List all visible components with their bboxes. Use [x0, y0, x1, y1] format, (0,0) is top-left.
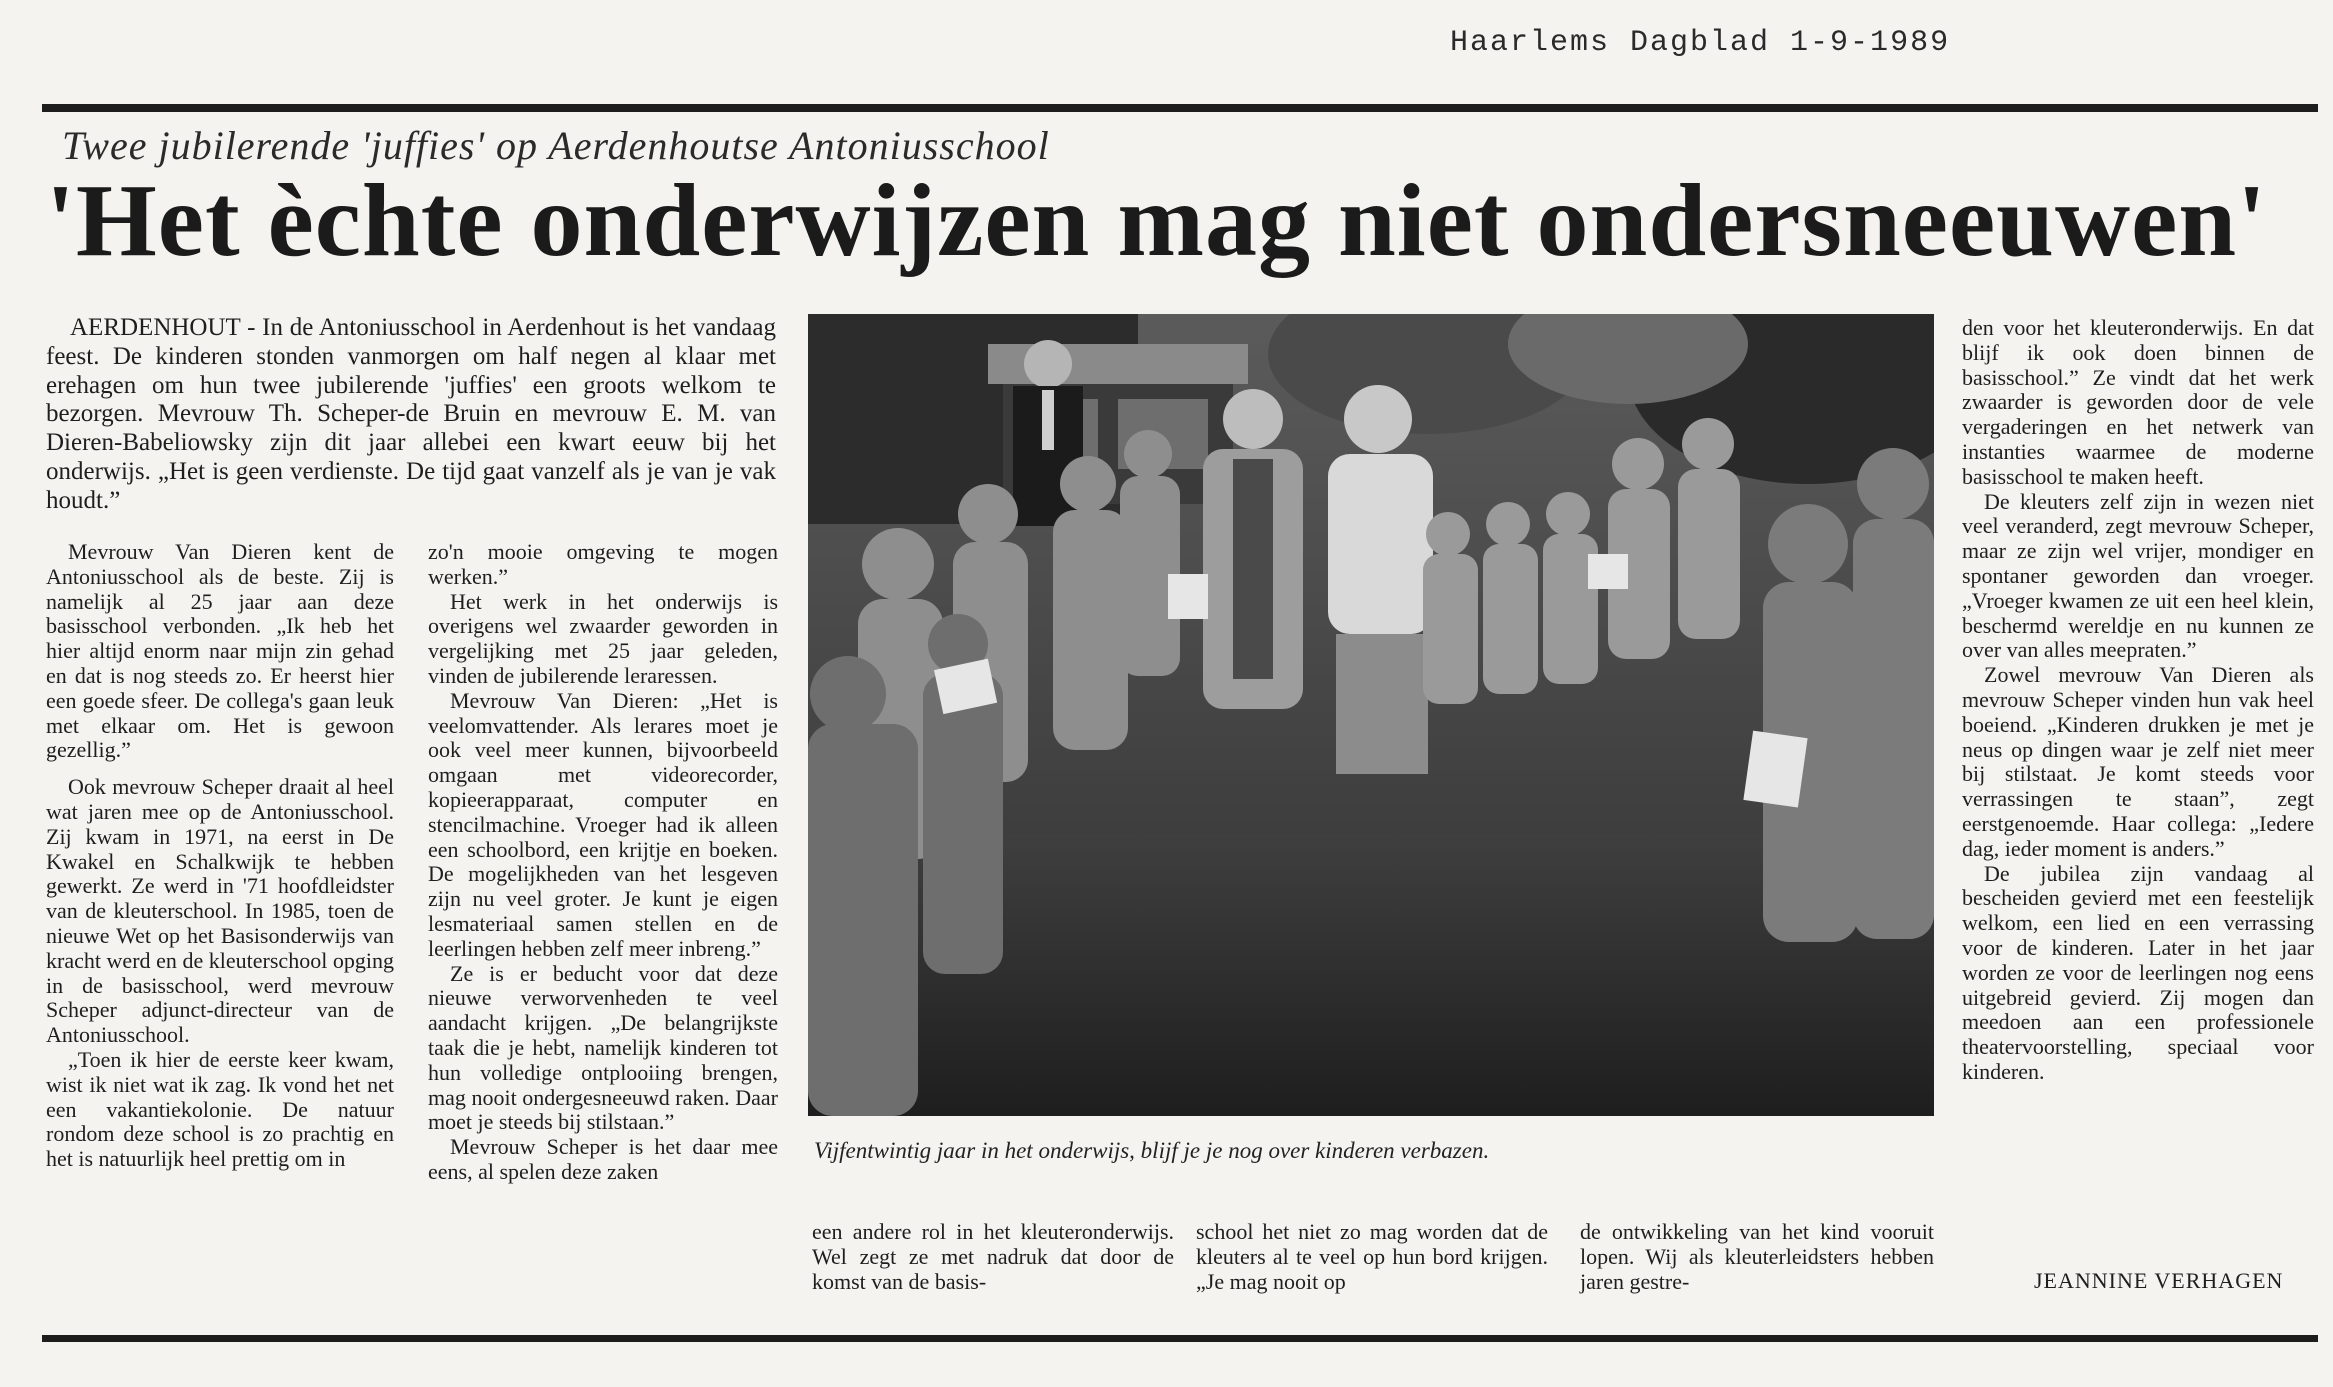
column-2 — [428, 540, 778, 1185]
paragraph: „Toen ik hier de eerste keer kwam, wist ik niet wat ik zag. Ik vond het net een vakantiekolonie. De natuur rondom deze school is zo prachtig en het is natuurlijk heel prettig om in — [46, 1046, 394, 1172]
column-6 — [1962, 316, 2314, 1085]
headline: 'Het èchte onderwijzen mag niet ondersneeuwen' — [46, 163, 2267, 278]
paragraph: De kleuters zelf zijn in wezen niet veel veranderd, zegt mevrouw Scheper, maar ze zijn wel vrijer, mondiger en spontaner geworden dan vroeger. „Vroeger kwamen ze uit een heel klein, beschermd wereldje en nu kunnen ze over van alles meepraten.” — [1962, 488, 2314, 663]
paragraph: de ontwikkeling van het kind vooruit lopen. Wij als kleuterleidsters hebben jaren gestre- — [1580, 1219, 1934, 1294]
paragraph: den voor het kleuteronderwijs. En dat blijf ik ook doen binnen de basisschool.” Ze vindt dat het werk zwaarder is geworden door de vele vergaderingen en het netwerk van instanties waarmee de moderne basisschool te maken heeft. — [1962, 315, 2314, 489]
column-5 — [1580, 1220, 1934, 1294]
top-rule — [42, 104, 2318, 112]
lead-paragraph — [46, 314, 776, 516]
paragraph: zo'n mooie omgeving te mogen werken.” — [428, 539, 778, 589]
kicker: Twee jubilerende 'juffies' op Aerdenhoutse Antoniusschool — [62, 123, 1050, 168]
paragraph: Ze is er beducht voor dat deze nieuwe verworvenheden te veel aandacht krijgen. „De belangrijkste taak die je hebt, namelijk kinderen tot hun volledige ontplooiing brengen, mag nooit ondergesneeuwd raken. Daar moet je steeds bij stilstaan.” — [428, 960, 778, 1135]
paragraph: Mevrouw Van Dieren: „Het is veelomvattender. Als lerares moet je ook veel meer kunnen, bijvoorbeeld omgaan met videorecorder, kopieerapparaat, computer en stencilmachine. Vroeger had ik alleen een schoolbord, een krijtje en boeken. De mogelijkheden van het lesgeven zijn nu veel groter. Je kunt je eigen lesmateriaal samen stellen en de leerlingen hebben zelf meer inbreng.” — [428, 687, 778, 961]
paragraph: een andere rol in het kleuteronderwijs. Wel zegt ze met nadruk dat door de komst van de basis- — [812, 1219, 1174, 1294]
paragraph: Ook mevrouw Scheper draait al heel wat jaren mee op de Antoniusschool. Zij kwam in 1971, na eerst in De Kwakel en Schalkwijk te hebben gewerkt. Ze werd in '71 hoofdleidster van de kleuterschool. In 1985, toen de nieuwe Wet op het Basisonderwijs van kracht werd en de kleuterschool opging in de basisschool, werd mevrouw Scheper adjunct-directeur van de Antoniusschool. — [46, 774, 394, 1048]
lead-text: AERDENHOUT - In de Antoniusschool in Aerdenhout is het vandaag feest. De kinderen stonden vanmorgen om half negen al klaar met erehagen om hun twee jubilerende 'juffies' een groots welkom te bezorgen. Mevrouw Th. Scheper-de Bruin en mevrouw E. M. van Dieren-Babeliowsky zijn dit jaar allebei een kwart eeuw bij het onderwijs. „Het is geen verdienste. De tijd gaat vanzelf als je van je vak houdt.” — [46, 314, 776, 514]
paragraph: Mevrouw Scheper is het daar mee eens, al spelen deze zaken — [428, 1134, 778, 1184]
paragraph: Mevrouw Van Dieren kent de Antoniusschool als de beste. Zij is namelijk al 25 jaar aan deze basisschool verbonden. „Ik heb het hier altijd enorm naar mijn zin gehad en dat is nog steeds zo. Er heerst hier een goede sfeer. De collega's gaan leuk met elkaar om. Het is gewoon gezellig.” — [46, 539, 394, 763]
news-photo — [808, 314, 1934, 1116]
column-4 — [1196, 1220, 1548, 1294]
paragraph: De jubilea zijn vandaag al bescheiden gevierd met een feestelijk welkom, een lied en een verrassing voor de kinderen. Later in het jaar worden ze voor de leerlingen nog eens uitgebreid gevierd. Zij mogen dan meedoen aan een professionele theatervoorstelling, speciaal voor kinderen. — [1962, 860, 2314, 1084]
newspaper-source: Haarlems Dagblad 1-9-1989 — [1450, 26, 1951, 60]
byline: JEANNINE VERHAGEN — [2034, 1268, 2284, 1293]
paragraph: Zowel mevrouw Van Dieren als mevrouw Scheper vinden hun vak heel boeiend. „Kinderen drukken je met je neus op dingen waar je zelf niet meer bij stilstaat. Je komt steeds voor verrassingen te staan”, zegt eerstgenoemde. Haar collega: „Iedere dag, ieder moment is anders.” — [1962, 662, 2314, 861]
column-3 — [812, 1220, 1174, 1294]
photo-caption: Vijfentwintig jaar in het onderwijs, blijf je je nog over kinderen verbazen. — [814, 1138, 1490, 1163]
paragraph: Het werk in het onderwijs is overigens wel zwaarder geworden in vergelijking met 25 jaar geleden, vinden de jubilerende leraressen. — [428, 588, 778, 688]
photo-illustration — [808, 314, 1934, 1116]
paragraph: school het niet zo mag worden dat de kleuters al te veel op hun bord krijgen. „Je mag nooit op — [1196, 1219, 1548, 1294]
column-1 — [46, 540, 394, 1172]
bottom-rule — [42, 1335, 2318, 1342]
